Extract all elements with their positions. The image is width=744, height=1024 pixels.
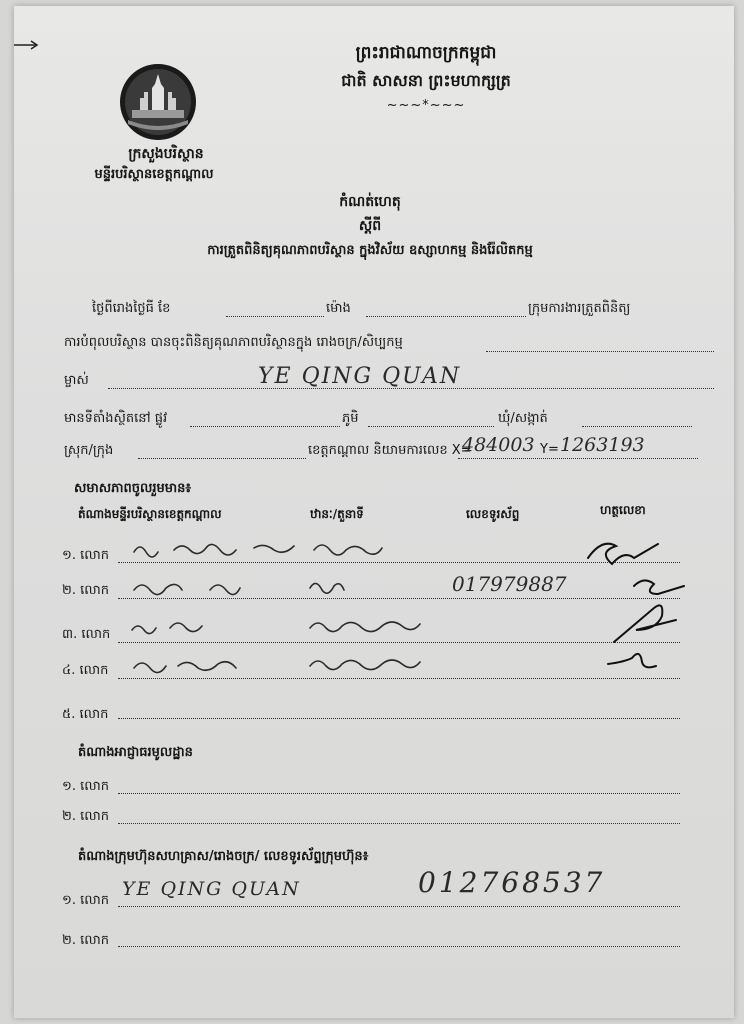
village-label: ភូមិ [342,411,359,426]
owner-name-handwritten: YE QING QUAN [258,364,462,389]
document-title: កំណត់ហេតុ [339,194,401,210]
participant-row-5-label: ៥. លោក [62,707,109,722]
angkor-wat-emblem-icon [118,62,198,142]
authority-row-2-line [118,823,680,824]
participant-row-1-label: ១. លោក [62,548,109,563]
owner-label: ម្ចាស់ [64,373,89,388]
participant-row-3-label: ៣. លោក [62,627,111,642]
factory-field-dots [486,351,714,352]
company-row-2-line [118,946,680,947]
village-field-dots [368,426,494,427]
coordinates-label: ខេត្តកណ្ដាល និយាមការលេខ X= [308,443,472,458]
authority-row-2-label: ២. លោក [62,809,109,824]
company-row-2-label: ២. លោក [62,933,109,948]
time-field-dots [366,316,526,317]
date-field-dots [226,316,324,317]
time-label: ម៉ោង [326,301,351,316]
header-ornament: ~~~*~~~ [386,98,466,113]
company-heading: តំណាងក្រុមហ៊ុនសហគ្រាស/រោងចក្រ/ លេខទូរស័ព្ទក្រុមហ៊ុន៖ [78,849,369,864]
company-phone-handwritten: 012768537 [418,866,606,899]
district-field-dots [138,458,306,459]
participant-row-5-line [118,718,680,719]
company-row-1-line [118,906,680,907]
coord-y-value: 1263193 [560,434,645,456]
column-header-phone: លេខទូរស័ព្ទ [466,507,520,521]
column-header-signature: ហត្ថលេខា [600,503,646,517]
date-label: ថ្ងៃពីរោងថ្ងៃធី ខែ [92,301,171,316]
inspection-team-label: ក្រុមការងារត្រួតពិនិត្យ [528,301,631,316]
department-name: មន្ទីរបរិស្ថានខេត្តកណ្ដាល [94,167,214,182]
authority-row-1-line [118,793,680,794]
coord-y-label: Y= [540,442,559,457]
margin-arrow-mark [14,40,44,50]
coordinates-field-dots [458,458,698,459]
ministry-name: ក្រសួងបរិស្ថាន [128,146,204,162]
authority-row-1-label: ១. លោក [62,779,109,794]
factory-label: ការបំពុលបរិស្ថាន បានចុះពិនិត្យគុណភាពបរិស្ថានក្នុង រោងចក្រ/សិប្បកម្ម [64,335,403,350]
participant-row-2-phone: 017979887 [452,572,567,596]
participants-heading: សមាសភាពចូលរួមមាន៖ [74,481,192,496]
company-row-1-label: ១. លោក [62,893,109,908]
commune-label: ឃុំ/សង្កាត់ [498,411,548,426]
participant-row-4-label: ៤. លោក [62,663,109,678]
document-subtitle: ស្ដីពី [358,218,382,234]
company-rep-name-handwritten: YE QING QUAN [122,878,301,900]
document-topic: ការត្រួតពិនិត្យគុណភាពបរិស្ថាន ក្នុងវិស័យ ឧស្សាហកម្ម និងរ៉ែលិតកម្ម [207,243,533,258]
column-header-name: តំណាងមន្ទីរបរិស្ថានខេត្តកណ្ដាល [78,507,222,521]
district-label: ស្រុក/ក្រុង [64,443,114,458]
kingdom-title: ព្រះរាជាណាចក្រកម្ពុជា [355,43,497,63]
street-field-dots [190,426,340,427]
location-label: មានទីតាំងស្ថិតនៅ ផ្លូវ [64,411,168,426]
coord-x-value: 484003 [462,434,535,456]
document-page [14,6,734,1018]
commune-field-dots [582,426,692,427]
participant-row-2-label: ២. លោក [62,583,109,598]
column-header-role: ឋានៈ/តួនាទី [310,507,364,521]
handwritten-entries [114,530,694,700]
owner-field-dots [108,388,714,389]
national-motto: ជាតិ សាសនា ព្រះមហាក្សត្រ [341,71,511,90]
authority-heading: តំណាងអាជ្ញាធរមូលដ្ឋាន [78,745,193,760]
